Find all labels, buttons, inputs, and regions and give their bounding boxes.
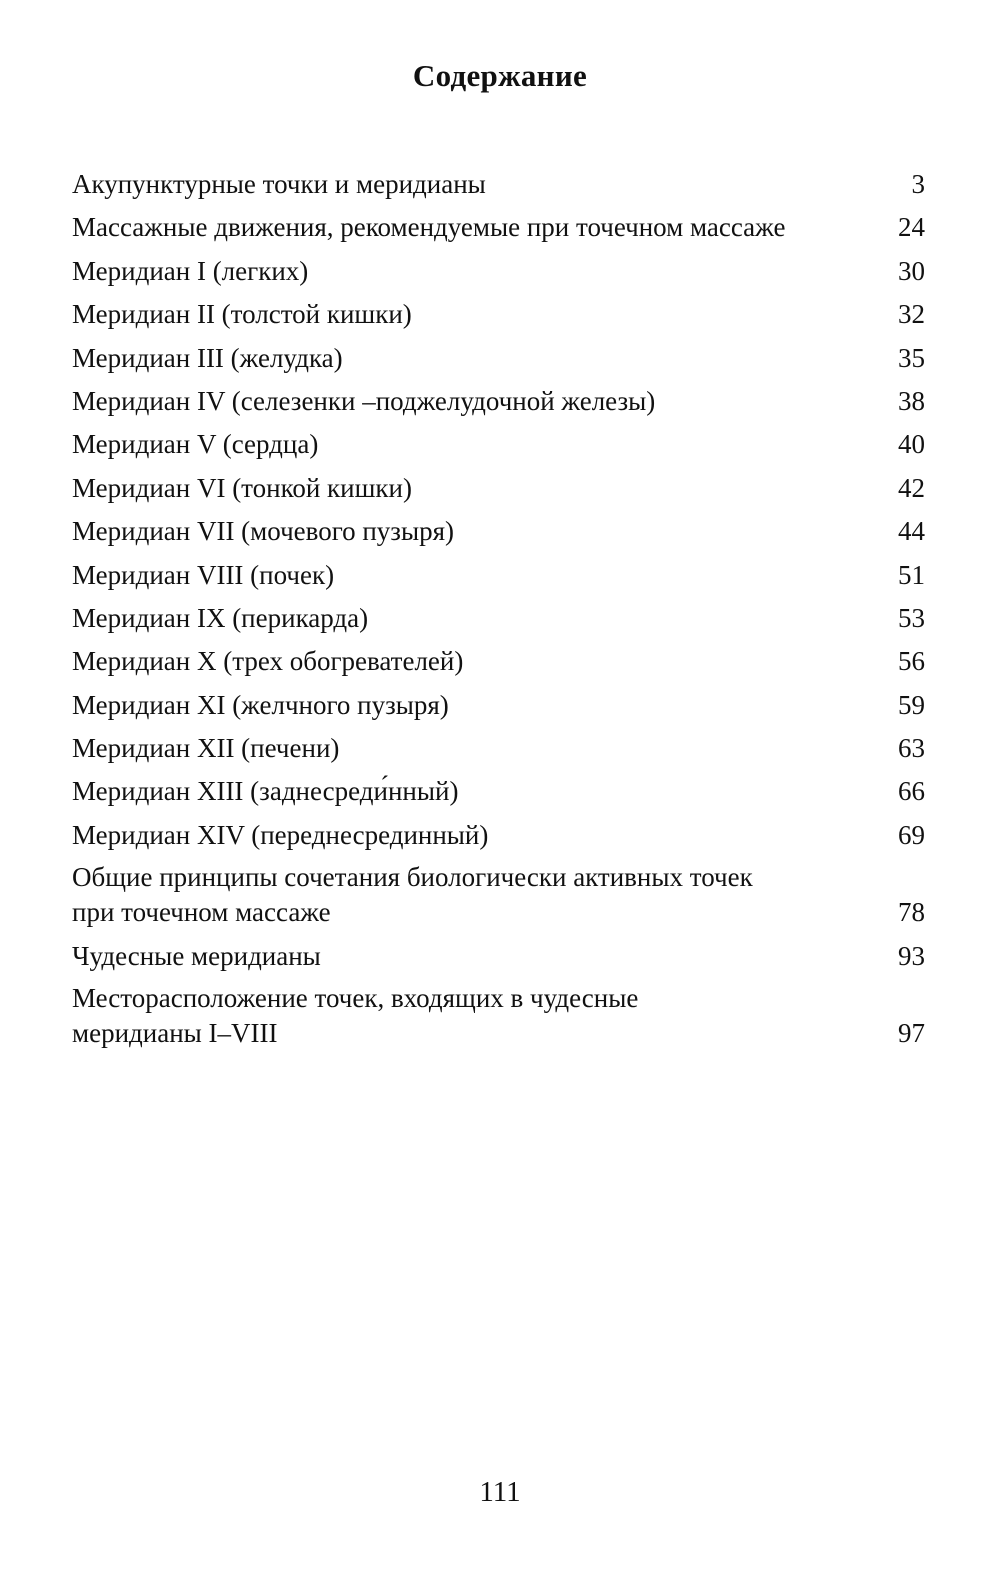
toc-entry-title <box>72 209 785 245</box>
toc-entry <box>72 938 925 974</box>
toc-entry-title-line: меридианы I–VIII <box>72 1018 278 1049</box>
page-title: Содержание <box>412 58 588 93</box>
toc-entry-title-line: Меридиан XII (печени) <box>72 733 340 764</box>
toc-entry <box>72 253 925 289</box>
toc-entry-title <box>72 426 318 462</box>
toc-entry-title <box>72 860 753 930</box>
toc-entry-title-line: Меридиан V (сердца) <box>72 429 319 460</box>
toc-entry <box>72 470 925 506</box>
toc-entry-title <box>72 643 463 679</box>
toc-entry-page: 63 <box>898 733 925 764</box>
toc-entry <box>72 513 925 549</box>
toc-entry <box>72 643 925 679</box>
toc-entry-title-line: при точечном массаже <box>72 897 331 928</box>
toc-entry <box>72 383 925 419</box>
toc-entry <box>72 730 925 766</box>
toc-entry-page: 66 <box>898 776 925 807</box>
toc-entry-page: 53 <box>898 602 925 633</box>
toc-entry-title-line: Меридиан VI (тонкой кишки) <box>72 472 412 503</box>
toc-entry <box>72 557 925 593</box>
toc-entry-title <box>72 600 368 636</box>
toc-entry-title-line: Месторасположение точек, входящих в чудесные <box>72 983 639 1014</box>
toc-entry-page: 44 <box>898 516 925 547</box>
toc-entry-title-line: Меридиан XIII (заднесреди́нный) <box>72 776 459 807</box>
toc-entry-title-line: Меридиан III (желудка) <box>72 342 343 373</box>
toc-entry-page: 97 <box>898 1018 925 1049</box>
toc-entry <box>72 166 925 202</box>
toc-entry-title <box>72 253 308 289</box>
toc-entry <box>72 773 925 809</box>
toc-entry-title-line: Меридиан II (толстой кишки) <box>72 299 412 330</box>
toc-entry-title <box>72 730 339 766</box>
toc-entry-title-line: Меридиан I (легких) <box>72 255 309 286</box>
toc-entry-title-line: Меридиан VIII (почек) <box>72 559 335 590</box>
toc-entry-title <box>72 773 458 809</box>
toc-entry-title <box>72 296 412 332</box>
toc-entry <box>72 687 925 723</box>
toc-entry-title-line: Массажные движения, рекомендуемые при точечном массаже <box>72 212 786 243</box>
toc-entry <box>72 817 925 853</box>
toc-entry-title <box>72 340 343 376</box>
toc-entry <box>72 981 925 1051</box>
toc-entry-title-line: Меридиан X (трех обогревателей) <box>72 646 464 677</box>
toc-entry-page: 32 <box>898 299 925 330</box>
toc-entry <box>72 296 925 332</box>
table-of-contents <box>72 166 925 1058</box>
page-number: 111 <box>479 1476 521 1508</box>
toc-entry-title <box>72 557 334 593</box>
toc-entry-title-line: Меридиан XI (желчного пузыря) <box>72 689 449 720</box>
toc-entry <box>72 860 925 930</box>
toc-entry-title-line: Акупунктурные точки и меридианы <box>72 169 486 199</box>
toc-entry-title <box>72 938 321 974</box>
toc-entry-page: 93 <box>898 940 925 971</box>
toc-entry-page: 40 <box>898 429 925 460</box>
toc-entry-page: 35 <box>898 342 925 373</box>
toc-entry-page: 78 <box>898 897 925 928</box>
toc-entry-title <box>72 981 638 1051</box>
toc-entry-title <box>72 817 488 853</box>
toc-entry-page: 69 <box>898 819 925 850</box>
toc-entry-title-line: Меридиан IX (перикарда) <box>72 602 369 633</box>
toc-entry-title-line: Чудесные меридианы <box>72 940 321 971</box>
toc-entry <box>72 426 925 462</box>
toc-entry-title <box>72 687 449 723</box>
toc-entry-title <box>72 513 454 549</box>
toc-entry-page: 30 <box>898 255 925 286</box>
toc-entry-page: 42 <box>898 472 925 503</box>
toc-entry-title-line: Общие принципы сочетания биологически активных точек <box>72 862 753 893</box>
toc-entry <box>72 600 925 636</box>
toc-entry-page: 51 <box>898 559 925 590</box>
toc-entry-page: 59 <box>898 689 925 720</box>
toc-entry-page: 56 <box>898 646 925 677</box>
toc-entry-page: 24 <box>898 212 925 243</box>
toc-entry-title-line: Меридиан VII (мочевого пузыря) <box>72 516 455 547</box>
toc-entry-page: 38 <box>898 385 925 416</box>
toc-entry-title-line: Меридиан IV (селезенки –поджелудочной железы) <box>72 385 656 416</box>
toc-entry-title-line: Меридиан XIV (переднесрединный) <box>72 819 489 850</box>
toc-entry-title <box>72 470 412 506</box>
toc-entry-title <box>72 166 486 202</box>
toc-entry-title <box>72 383 655 419</box>
toc-entry-page: 3 <box>911 169 925 199</box>
toc-entry <box>72 209 925 245</box>
toc-entry <box>72 340 925 376</box>
